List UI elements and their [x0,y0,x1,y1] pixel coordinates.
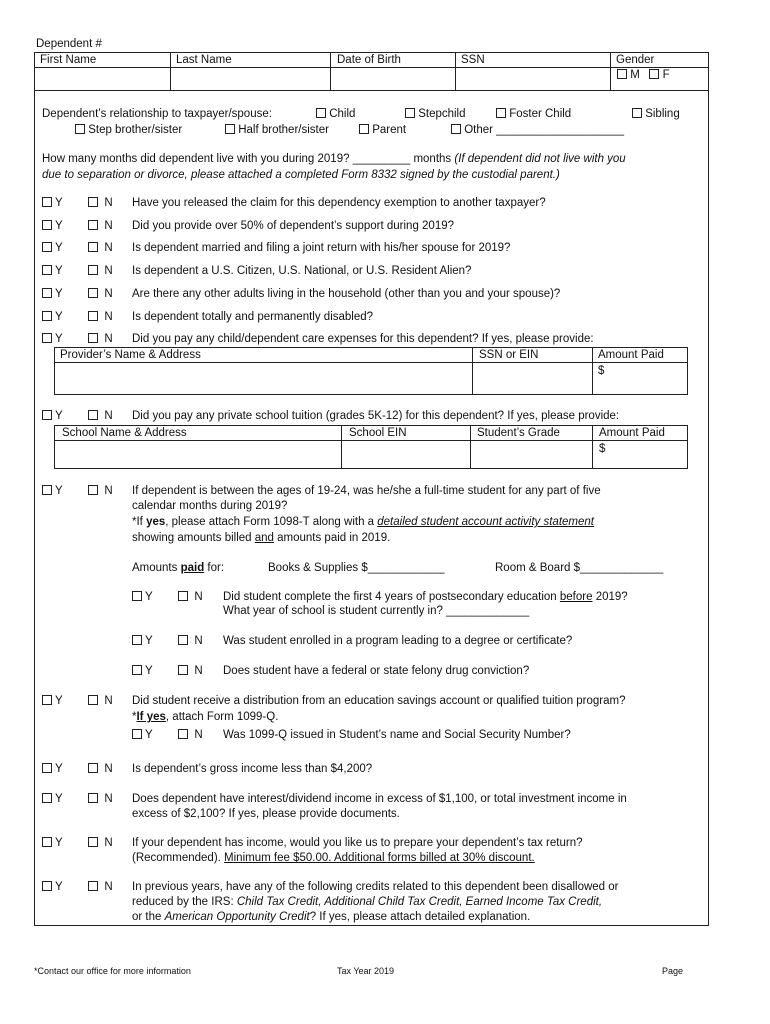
prepare-prefix: (Recommended). [132,852,225,864]
school-question: Did you pay any private school tuition (grades 5K-12) for this dependent? If yes, please provide: [132,410,620,422]
y-label: Y [55,197,63,209]
y-label: Y [145,729,153,741]
edu-question: Did student receive a distribution from an education savings account or qualified tuition program? [132,695,626,707]
gender-f-checkbox[interactable] [649,69,659,79]
care-amount-field[interactable] [610,364,685,393]
question-2: Did you provide over 50% of dependent’s support during 2019? [132,220,455,232]
step-sibling-checkbox[interactable] [75,124,85,134]
q4-no-checkbox[interactable] [88,265,98,275]
dob-header: Date of Birth [337,54,401,66]
amounts-paid: paid [180,562,205,574]
edu-note-prefix: * [132,711,137,723]
edu-sub-no-checkbox[interactable] [178,729,188,739]
question-5: Are there any other adults living in the household (other than you and your spouse)? [132,288,561,300]
care-dollar: $ [598,365,605,377]
note-yes: yes [146,516,166,528]
sibling-checkbox[interactable] [632,108,642,118]
q6-no-checkbox[interactable] [88,311,98,321]
sub1-prefix: Did student complete the first 4 years of postsecondary education [223,591,560,603]
gender-f-label: F [662,69,670,81]
y-label: Y [55,485,63,497]
school-amount-header: Amount Paid [599,427,665,439]
prepare-question-2 [132,852,535,864]
amounts-paid-label [132,562,224,574]
dependent-number-label: Dependent # [36,38,102,50]
n-label: N [194,729,203,741]
months-question [42,153,626,165]
months-text: How many months did dependent live with you during 2019? _________ months [42,153,452,165]
credits-question-2 [132,896,602,908]
question-4: Is dependent a U.S. Citizen, U.S. National, or U.S. Resident Alien? [132,265,472,277]
credits2-prefix: reduced by the IRS: [132,896,237,908]
amounts-suffix: for: [204,562,225,574]
yn-q1 [42,197,63,209]
n-label: N [104,288,113,300]
n-label: N [104,311,113,323]
n-label: N [104,837,113,849]
footer-page: Page [662,966,684,976]
n-label: N [104,763,113,775]
footer-tax-year: Tax Year 2019 [337,966,395,976]
y-label: Y [55,220,63,232]
school-name-field[interactable] [56,442,339,467]
sibling-label: Sibling [645,108,680,120]
foster-child-label: Foster Child [509,108,572,120]
student-grade-header: Student’s Grade [477,427,560,439]
child-label: Child [329,108,356,120]
sub-question-2: Was student enrolled in a program leading to a degree or certificate? [223,635,573,647]
gender-header: Gender [616,54,655,66]
sub3-yes-checkbox[interactable] [132,665,142,675]
interest-question-1: Does dependent have interest/dividend income in excess of $1,100, or total investment income in [132,793,627,805]
sub1-suffix: 2019? [592,591,628,603]
ssn-field[interactable] [457,69,608,89]
half-sibling-label: Half brother/sister [238,124,329,136]
q2-no-checkbox[interactable] [88,220,98,230]
school-ein-field[interactable] [343,442,468,467]
edu-sub-question: Was 1099-Q issued in Student’s name and Social Security Number? [223,729,571,741]
n-label: N [194,635,203,647]
stepchild-checkbox[interactable] [405,108,415,118]
sub-question-1 [223,591,628,603]
parent-label: Parent [372,124,407,136]
parent-checkbox[interactable] [359,124,369,134]
n-label: N [104,242,113,254]
child-checkbox[interactable] [316,108,326,118]
q3-yes-checkbox[interactable] [42,242,52,252]
credits3-suffix: ? If yes, please attach detailed explanation. [309,911,531,923]
first-name-field[interactable] [40,69,168,89]
room-board-field[interactable]: Room & Board $_____________ [495,562,664,574]
credits3-aoc: American Opportunity Credit [164,911,310,923]
n-label: N [104,197,113,209]
ssn-ein-header: SSN or EIN [479,349,539,361]
question-1: Have you released the claim for this dependency exemption to another taxpayer? [132,197,546,209]
q2-yes-checkbox[interactable] [42,220,52,230]
q5-no-checkbox[interactable] [88,288,98,298]
gender-m-checkbox[interactable] [617,69,627,79]
student-note-1 [132,516,594,528]
step-sibling-label: Step brother/sister [88,124,183,136]
interest-question-2: excess of $2,100? If yes, please provide documents. [132,808,400,820]
ssn-header: SSN [461,54,485,66]
student-question-2: calendar months during 2019? [132,500,288,512]
n-label: N [104,265,113,277]
half-sibling-checkbox[interactable] [225,124,235,134]
n-label: N [104,333,113,345]
prepare-fee: Minimum fee $50.00. Additional forms billed at 30% discount. [224,852,535,864]
sub1-yes-checkbox[interactable] [132,591,142,601]
school-no-checkbox[interactable] [88,410,98,420]
note2-prefix: showing amounts billed [132,532,255,544]
stepchild-label: Stepchild [418,108,466,120]
interest-no-checkbox[interactable] [88,793,98,803]
n-label: N [104,881,113,893]
last-name-header: Last Name [176,54,232,66]
note2-and: and [254,532,274,544]
y-label: Y [55,242,63,254]
note2-suffix: amounts paid in 2019. [273,532,391,544]
n-label: N [104,793,113,805]
q5-yes-checkbox[interactable] [42,288,52,298]
y-label: Y [55,410,63,422]
y-label: Y [145,665,153,677]
other-label: Other ____________________ [464,124,625,136]
note-mid: , please attach Form 1098-T along with a [165,516,378,528]
y-label: Y [55,881,63,893]
credits3-prefix: or the [132,911,165,923]
q1-no-checkbox[interactable] [88,197,98,207]
months-note-2: due to separation or divorce, please attached a completed Form 8332 signed by the custodial parent.) [42,169,560,181]
interest-yes-checkbox[interactable] [42,793,52,803]
student-no-checkbox[interactable] [88,485,98,495]
income-question: Is dependent’s gross income less than $4,200? [132,763,373,775]
q1-yes-checkbox[interactable] [42,197,52,207]
student-yes-checkbox[interactable] [42,485,52,495]
credits-question-3 [132,911,530,923]
dob-field[interactable] [332,69,453,89]
student-note-2 [132,532,390,544]
prepare-yes-checkbox[interactable] [42,837,52,847]
first-name-header: First Name [40,54,97,66]
q6-yes-checkbox[interactable] [42,311,52,321]
n-label: N [194,665,203,677]
sub1-no-checkbox[interactable] [178,591,188,601]
y-label: Y [55,311,63,323]
sub3-no-checkbox[interactable] [178,665,188,675]
q7-no-checkbox[interactable] [88,333,98,343]
y-label: Y [145,591,153,603]
prepare-question-1: If your dependent has income, would you like us to prepare your dependent’s tax return? [132,837,583,849]
note-statement: detailed student account activity statement [377,516,594,528]
sub-question-3: Does student have a federal or state felony drug conviction? [223,665,530,677]
n-label: N [104,220,113,232]
y-label: Y [55,695,63,707]
provider-field[interactable] [56,364,470,393]
edu-yes-checkbox[interactable] [42,695,52,705]
student-question-1: If dependent is between the ages of 19-24, was he/she a full-time student for any part of five [132,485,601,497]
y-label: Y [55,333,63,345]
question-7: Did you pay any child/dependent care expenses for this dependent? If yes, please provide: [132,333,594,345]
question-3: Is dependent married and filing a joint return with his/her spouse for 2019? [132,242,511,254]
q3-no-checkbox[interactable] [88,242,98,252]
n-label: N [104,410,113,422]
amounts-prefix: Amounts [132,562,181,574]
ssn-ein-field[interactable] [474,364,590,393]
footer-contact: *Contact our office for more information [34,966,191,976]
credits-yes-checkbox[interactable] [42,881,52,891]
books-supplies-field[interactable]: Books & Supplies $____________ [268,562,445,574]
school-yes-checkbox[interactable] [42,410,52,420]
credits2-list: Child Tax Credit, Additional Child Tax Credit, Earned Income Tax Credit, [236,896,603,908]
months-note-1: (If dependent did not live with you [454,153,626,165]
school-dollar: $ [599,443,606,455]
y-label: Y [55,837,63,849]
y-label: Y [55,763,63,775]
care-amount-header: Amount Paid [598,349,664,361]
n-label: N [194,591,203,603]
y-label: Y [55,265,63,277]
y-label: Y [55,793,63,805]
school-ein-header: School EIN [349,427,407,439]
income-yes-checkbox[interactable] [42,763,52,773]
sub2-no-checkbox[interactable] [178,635,188,645]
y-label: Y [145,635,153,647]
q4-yes-checkbox[interactable] [42,265,52,275]
school-amount-field[interactable] [610,442,685,467]
edu-sub-yes-checkbox[interactable] [132,729,142,739]
last-name-field[interactable] [172,69,328,89]
foster-child-checkbox[interactable] [496,108,506,118]
credits-no-checkbox[interactable] [88,881,98,891]
y-label: Y [55,288,63,300]
q7-yes-checkbox[interactable] [42,333,52,343]
sub2-yes-checkbox[interactable] [132,635,142,645]
n-label: N [104,485,113,497]
prepare-no-checkbox[interactable] [88,837,98,847]
other-checkbox[interactable] [451,124,461,134]
gender-m-label: M [630,69,640,81]
edu-note [132,711,278,723]
question-6: Is dependent totally and permanently disabled? [132,311,374,323]
sub1-before: before [559,591,593,603]
note-prefix: *If [132,516,147,528]
school-year-field[interactable]: What year of school is student currently in? _____________ [223,605,530,617]
relationship-label: Dependent’s relationship to taxpayer/spouse: [42,108,272,120]
student-grade-field[interactable] [472,442,590,467]
edu-no-checkbox[interactable] [88,695,98,705]
n-label: N [104,695,113,707]
school-name-header: School Name & Address [62,427,187,439]
income-no-checkbox[interactable] [88,763,98,773]
edu-note-suffix: , attach Form 1099-Q. [165,711,279,723]
edu-note-yes: If yes [136,711,166,723]
credits-question-1: In previous years, have any of the following credits related to this dependent been disallowed or [132,881,619,893]
provider-header: Provider’s Name & Address [60,349,201,361]
